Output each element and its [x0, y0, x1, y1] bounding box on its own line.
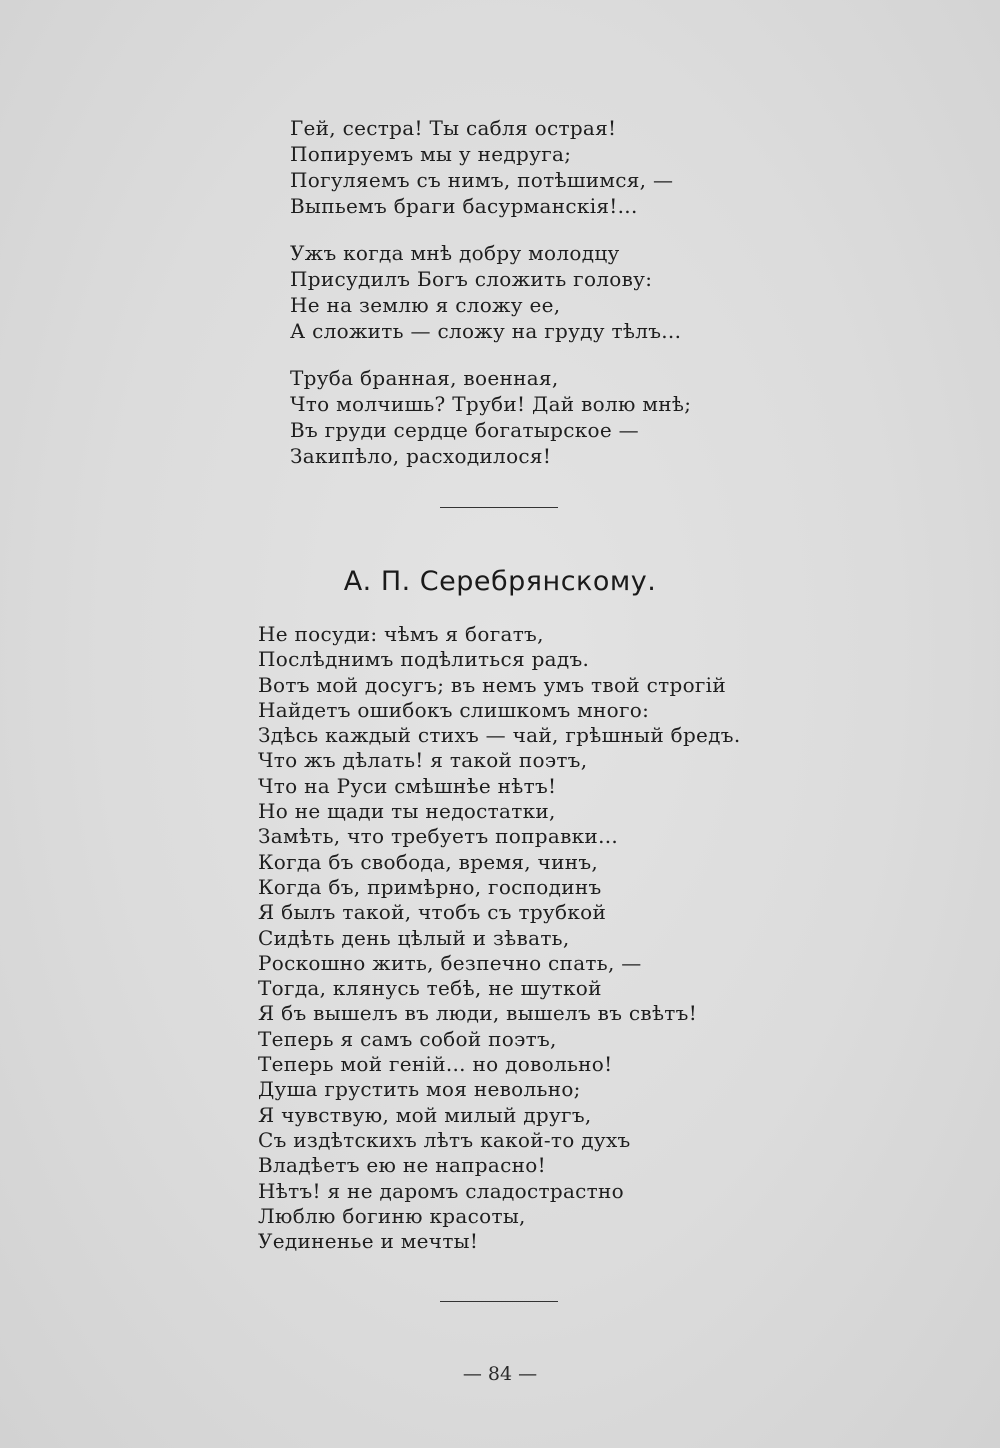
verse-line: Роскошно жить, безпечно спать, —	[258, 950, 642, 975]
verse-line: А сложить — сложу на груду тѣлъ...	[290, 319, 682, 343]
verse-line: Присудилъ Богъ сложить голову:	[290, 267, 653, 291]
verse-line: Гей, сестра! Ты сабля острая!	[290, 116, 617, 140]
verse-line: Замѣть, что требуетъ поправки...	[258, 824, 619, 849]
verse-line: Попируемъ мы у недруга;	[290, 142, 572, 166]
verse-line: Тогда, клянусь тебѣ, не шуткой	[258, 976, 602, 1001]
page-number: — 84 —	[462, 1363, 538, 1385]
verse-line: Въ груди сердце богатырское —	[290, 418, 639, 442]
verse-line: Выпьемъ браги басурманскія!...	[290, 194, 638, 218]
stanza-2	[290, 240, 750, 344]
top-poem-fragment	[290, 115, 750, 490]
verse-line: Не посуди: чѣмъ я богатъ,	[258, 622, 544, 646]
verse-line: Я бъ вышелъ въ люди, вышелъ въ свѣтъ!	[258, 1001, 698, 1026]
verse-line: Теперь я самъ собой поэтъ,	[258, 1026, 557, 1051]
verse-line: Погуляемъ съ нимъ, потѣшимся, —	[290, 168, 674, 192]
verse-line: Найдетъ ошибокъ слишкомъ много:	[258, 697, 650, 722]
verse-line: Но не щади ты недостатки,	[258, 799, 556, 824]
verse-line: Когда бъ свобода, время, чинъ,	[258, 849, 599, 874]
verse-line: Когда бъ, примѣрно, господинъ	[258, 874, 602, 899]
verse-line: Ужъ когда мнѣ добру молодцу	[290, 241, 620, 265]
section-divider	[440, 507, 558, 508]
verse-line: Вотъ мой досугъ; въ немъ умъ твой строгій	[258, 672, 727, 697]
verse-line: Душа грустить моя невольно;	[258, 1077, 581, 1102]
verse-line: Что жъ дѣлать! я такой поэтъ,	[258, 748, 588, 773]
verse-line: Уединенье и мечты!	[258, 1229, 479, 1254]
verse-line: Закипѣло, расходилося!	[290, 444, 552, 468]
verse-line: Владѣетъ ею не напрасно!	[258, 1153, 546, 1178]
stanza-3	[290, 365, 750, 469]
stanza-1	[290, 115, 750, 219]
verse-line: Теперь мой геній... но довольно!	[258, 1052, 613, 1077]
verse-line: Люблю богиню красоты,	[258, 1203, 526, 1228]
poem-body	[258, 622, 818, 1254]
verse-line: Труба бранная, военная,	[290, 366, 559, 390]
section-divider	[440, 1301, 558, 1302]
verse-line: Съ издѣтскихъ лѣтъ какой-то духъ	[258, 1127, 631, 1152]
verse-line: Сидѣть день цѣлый и зѣвать,	[258, 925, 570, 950]
verse-line: Не на землю я сложу ее,	[290, 293, 561, 317]
verse-line: Послѣднимъ подѣлиться радъ.	[258, 647, 590, 672]
verse-line: Здѣсь каждый стихъ — чай, грѣшный бредъ.	[258, 723, 741, 748]
verse-line: Нѣтъ! я не даромъ сладострастно	[258, 1178, 625, 1203]
verse-line: Что молчишь? Труби! Дай волю мнѣ;	[290, 392, 692, 416]
verse-line: Я былъ такой, чтобъ съ трубкой	[258, 900, 607, 925]
verse-line: Я чувствую, мой милый другъ,	[258, 1102, 592, 1127]
poem-title: А. П. Серебрянскому.	[343, 566, 657, 597]
verse-line: Что на Руси смѣшнѣе нѣтъ!	[258, 773, 557, 798]
